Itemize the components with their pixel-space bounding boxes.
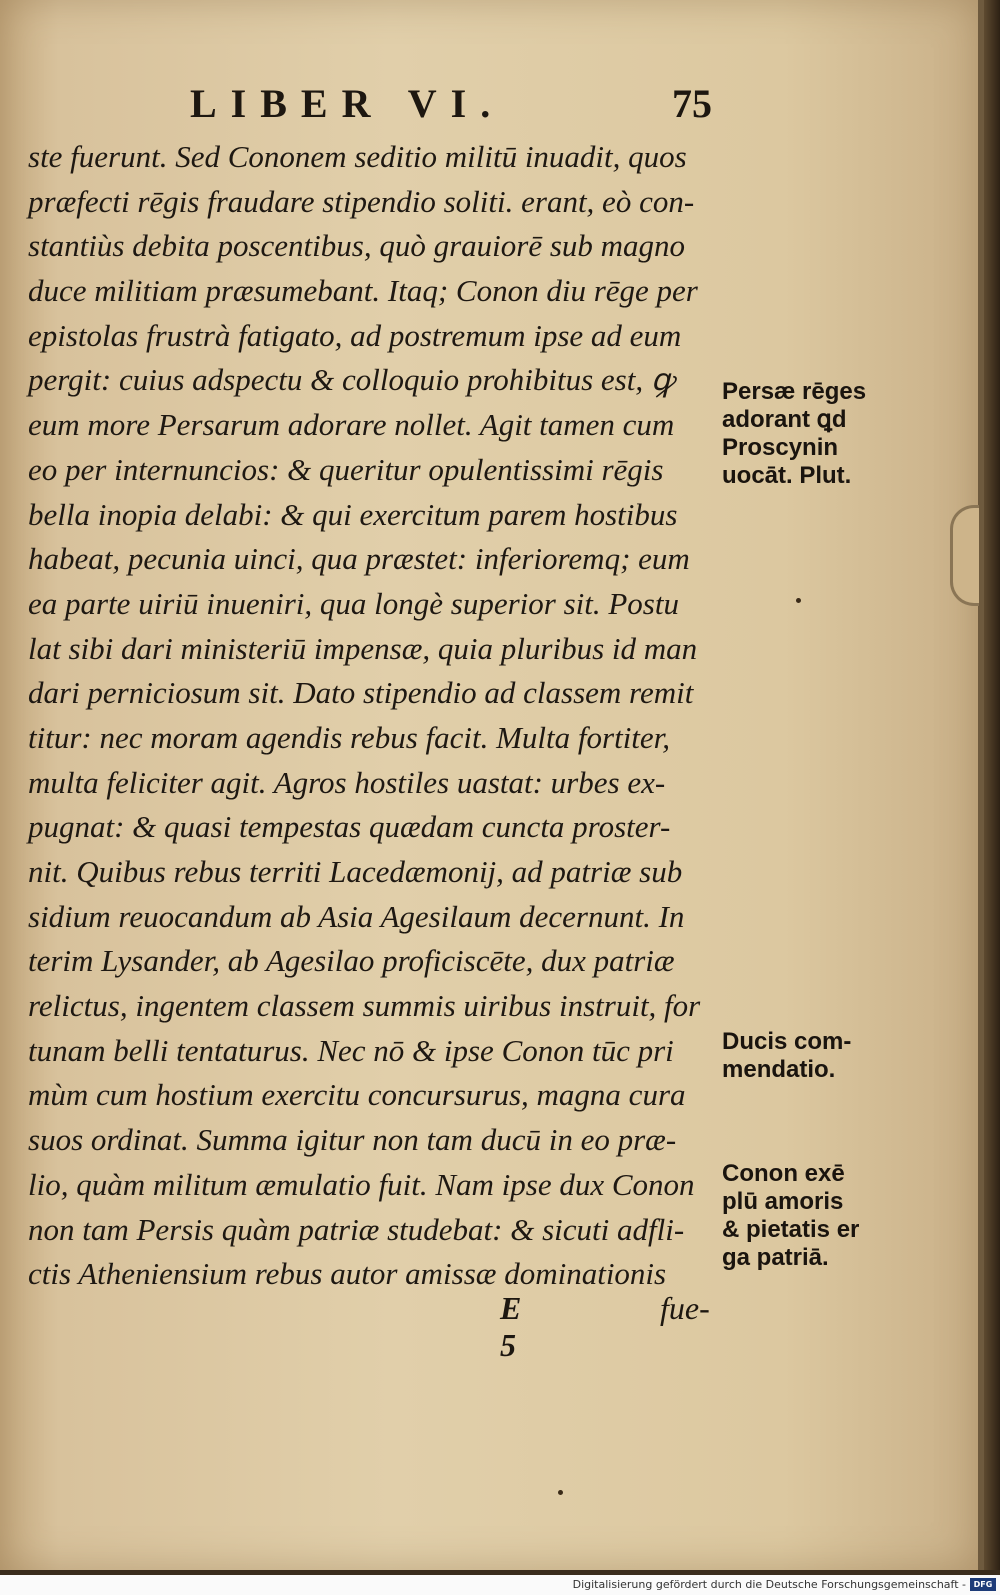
- margin-note-line: plū amoris: [722, 1188, 844, 1215]
- footer-credit: Digitalisierung gefördert durch die Deutsche Forschungsgemeinschaft -: [572, 1578, 966, 1591]
- text-line: lat sibi dari ministeriū impensæ, quia pluribus id man: [28, 630, 698, 666]
- text-line: habeat, pecunia uinci, qua præstet: inferioremq; eum: [28, 541, 690, 577]
- signature-mark: E 5: [500, 1290, 522, 1363]
- margin-note-conon: [722, 1160, 859, 1272]
- margin-note-line: Conon exē: [722, 1160, 845, 1187]
- body-text: [28, 135, 728, 1297]
- text-line: eum more Persarum adorare nollet. Agit tamen cum: [28, 407, 675, 443]
- text-line: duce militiam præsumebant. Itaq; Conon diu rēge per: [28, 273, 698, 309]
- text-line: tunam belli tentaturus. Nec nō & ipse Conon tūc pri: [28, 1032, 674, 1068]
- text-line: præfecti rēgis fraudare stipendio soliti. erant, eò con-: [28, 183, 695, 219]
- margin-note-line: mendatio.: [722, 1056, 836, 1083]
- text-line: non tam Persis quàm patriæ studebat: & sicuti adfli-: [28, 1211, 685, 1247]
- margin-note-line: ga patriā.: [722, 1244, 829, 1271]
- ink-speck: [796, 598, 801, 603]
- text-line: dari perniciosum sit. Dato stipendio ad classem remit: [28, 675, 694, 711]
- margin-note-line: Persæ rēges: [722, 378, 867, 405]
- text-line: mùm cum hostium exercitu concursurus, magna cura: [28, 1077, 686, 1113]
- margin-note-line: & pietatis er: [722, 1216, 860, 1243]
- text-line: suos ordinat. Summa igitur non tam ducū in eo præ-: [28, 1122, 677, 1158]
- text-line: bella inopia delabi: & qui exercitum parem hostibus: [28, 496, 678, 532]
- page-edge: [984, 0, 1000, 1570]
- footer-bar: [0, 1575, 1000, 1595]
- text-line: ste fuerunt. Sed Cononem seditio militū inuadit, quos: [28, 139, 687, 174]
- text-line: pergit: cuius adspectu & colloquio prohibitus est, ꝙ: [28, 362, 675, 398]
- margin-note-commendatio: [722, 1028, 851, 1084]
- text-line: epistolas frustrà fatigato, ad postremum ipse ad eum: [28, 317, 682, 353]
- catchword: fue-: [660, 1290, 710, 1326]
- folio-number: 75: [672, 81, 712, 126]
- text-line: sidium reuocandum ab Asia Agesilaum decernunt. In: [28, 898, 685, 934]
- dfg-logo-icon: DFG: [970, 1578, 996, 1591]
- margin-note-line: Ducis com-: [722, 1028, 852, 1055]
- running-title: LIBER VI.: [190, 81, 505, 126]
- page-tab: [950, 505, 979, 606]
- text-line: multa feliciter agit. Agros hostiles uastat: urbes ex-: [28, 764, 666, 800]
- text-line: terim Lysander, ab Agesilao proficiscēte, dux patriæ: [28, 943, 675, 979]
- margin-note-proscynesis: [722, 378, 866, 490]
- text-line: pugnat: & quasi tempestas quædam cuncta proster-: [28, 809, 671, 845]
- text-line: relictus, ingentem classem summis uiribus instruit, for: [28, 988, 701, 1024]
- text-line: lio, quàm militum æmulatio fuit. Nam ipse dux Conon: [28, 1166, 695, 1202]
- text-line: nit. Quibus rebus territi Lacedæmonij, ad patriæ sub: [28, 854, 683, 889]
- margin-note-line: adorant ꝗd: [722, 406, 847, 433]
- margin-note-line: Proscynin: [722, 434, 839, 461]
- text-line: eo per internuncios: & queritur opulentissimi rēgis: [28, 451, 664, 487]
- margin-note-line: uocāt. Plut.: [722, 462, 852, 489]
- text-line: stantiùs debita poscentibus, quò grauiorē sub magno: [28, 228, 686, 264]
- text-line: ea parte uiriū inueniri, qua longè superior sit. Postu: [28, 585, 679, 621]
- ink-speck: [558, 1490, 563, 1495]
- text-line: titur: nec moram agendis rebus facit. Multa fortiter,: [28, 719, 671, 755]
- text-line: ctis Atheniensium rebus autor amissæ dominationis: [28, 1256, 667, 1292]
